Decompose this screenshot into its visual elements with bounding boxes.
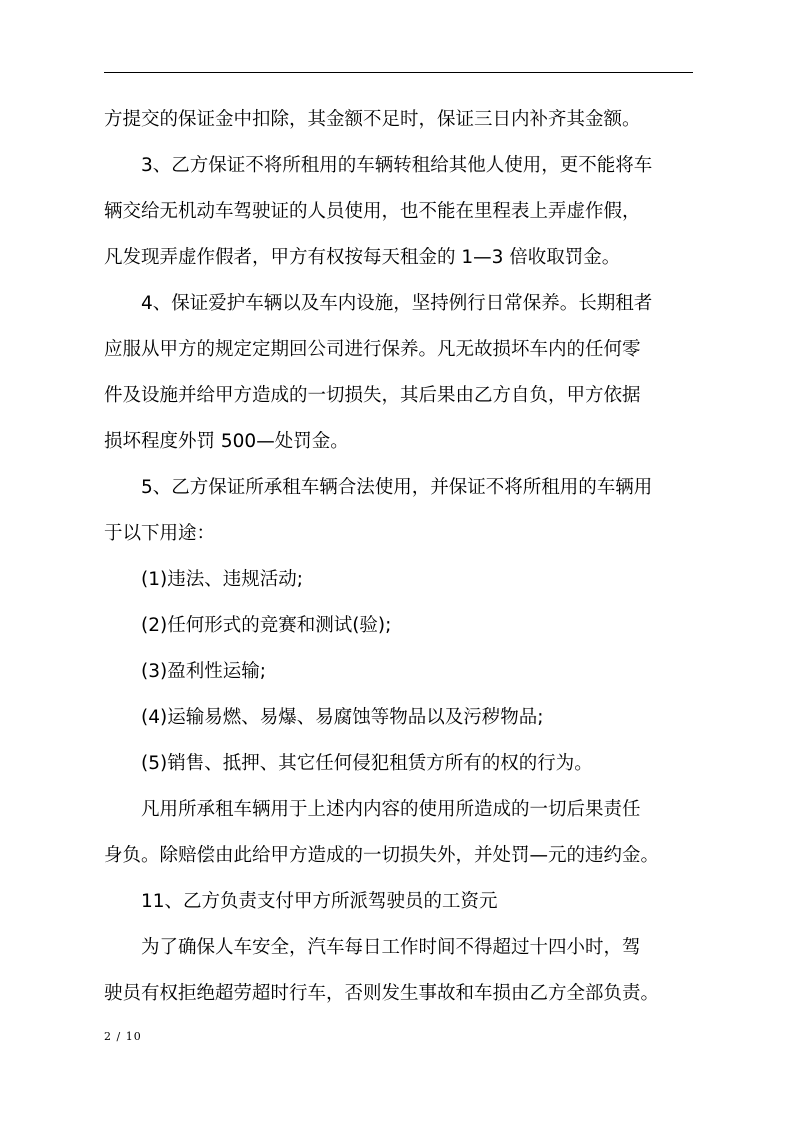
text-line: 5、乙方保证所承租车辆合法使用，并保证不将所租用的车辆用 bbox=[141, 477, 653, 498]
text-line: (5)销售、抵押、其它任何侵犯租赁方所有的权的行为。 bbox=[141, 753, 593, 774]
text-line: 驶员有权拒绝超劳超时行车，否则发生事故和车损由乙方全部负责。 bbox=[104, 983, 660, 1004]
text-line: 件及设施并给甲方造成的一切损失，其后果由乙方自负，甲方依据 bbox=[104, 385, 641, 406]
paragraph bbox=[104, 281, 704, 465]
list-item bbox=[104, 649, 704, 695]
text-line: 11、乙方负责支付甲方所派驾驶员的工资元 bbox=[141, 891, 498, 912]
list-item bbox=[104, 695, 704, 741]
header-rule bbox=[104, 72, 693, 73]
paragraph bbox=[104, 143, 704, 281]
paragraph bbox=[104, 925, 704, 1017]
text-line: 辆交给无机动车驾驶证的人员使用，也不能在里程表上弄虚作假， bbox=[104, 201, 641, 222]
text-line: 4、保证爱护车辆以及车内设施，坚持例行日常保养。长期租者 bbox=[141, 293, 653, 314]
text-line: 为了确保人车安全，汽车每日工作时间不得超过十四小时，驾 bbox=[141, 937, 641, 958]
text-line: (3)盈利性运输; bbox=[141, 661, 266, 682]
text-line: (1)违法、违规活动; bbox=[141, 569, 303, 590]
paragraph bbox=[104, 787, 704, 879]
text-line: 应服从甲方的规定定期回公司进行保养。凡无故损坏车内的任何零 bbox=[104, 339, 641, 360]
list-item bbox=[104, 557, 704, 603]
text-line: (2)任何形式的竞赛和测试(验); bbox=[141, 615, 392, 636]
paragraph bbox=[104, 465, 704, 557]
paragraph bbox=[104, 879, 704, 925]
list-item bbox=[104, 741, 704, 787]
text-line: (4)运输易燃、易爆、易腐蚀等物品以及污秽物品; bbox=[141, 707, 544, 728]
text-line: 损坏程度外罚 500—处罚金。 bbox=[104, 431, 349, 452]
text-line: 凡用所承租车辆用于上述内内容的使用所造成的一切后果责任 bbox=[141, 799, 641, 820]
list-item bbox=[104, 603, 704, 649]
text-line: 凡发现弄虚作假者，甲方有权按每天租金的 1—3 倍收取罚金。 bbox=[104, 247, 621, 268]
text-line: 身负。除赔偿由此给甲方造成的一切损失外，并处罚—元的违约金。 bbox=[104, 845, 660, 866]
paragraph bbox=[104, 97, 704, 143]
page-number: 2 / 10 bbox=[104, 1030, 142, 1043]
text-line: 方提交的保证金中扣除，其金额不足时，保证三日内补齐其金额。 bbox=[104, 109, 641, 130]
text-line: 3、乙方保证不将所租用的车辆转租给其他人使用，更不能将车 bbox=[141, 155, 653, 176]
text-line: 于以下用途： bbox=[104, 523, 216, 544]
